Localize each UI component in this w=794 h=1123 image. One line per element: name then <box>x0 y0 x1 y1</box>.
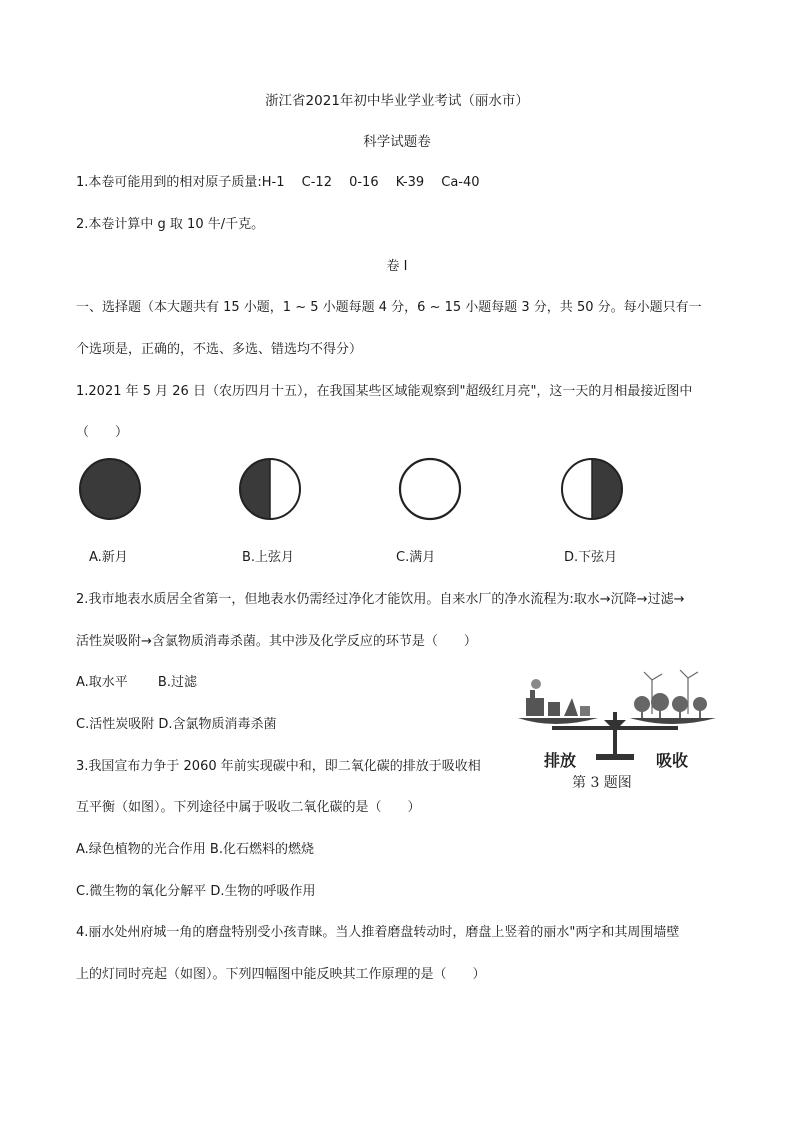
first-quarter-moon-icon <box>238 457 302 521</box>
q1-text: 1.2021 年 5 月 26 日（农历四月十五），在我国某些区域能观察到"超级红月亮"，这一天的月相最接近图中 <box>76 384 693 399</box>
section-instruction: 一、选择题（本大题共有 15 小题，1 ~ 5 小题每题 4 分，6 ~ 15 小题每题 3 分，共 50 分。每小题只有一 <box>76 300 702 315</box>
section-title: 卷 I <box>386 259 408 274</box>
q3-text-cont: 互平衡（如图）。下列途径中属于吸收二氧化碳的是（ ） <box>76 800 421 815</box>
q2-options-cd: C.活性炭吸附 D.含氯物质消毒杀菌 <box>76 717 277 732</box>
note-atomic-mass: 1.本卷可能用到的相对原子质量:H-1 C-12 0-16 K-39 Ca-40 <box>76 175 480 190</box>
q4-text-cont: 上的灯同时亮起（如图）。下列四幅图中能反映其工作原理的是（ ） <box>76 967 486 982</box>
carbon-balance-figure <box>512 668 718 792</box>
absorption-label: 吸收 <box>656 751 689 770</box>
full-moon-icon <box>398 457 462 521</box>
q1-answer-blank: （ ） <box>76 425 129 440</box>
q2-text-cont: 活性炭吸附→含氯物质消毒杀菌。其中涉及化学反应的环节是（ ） <box>76 634 477 649</box>
exam-title: 浙江省2021年初中毕业学业考试（丽水市） <box>265 93 529 109</box>
section-instruction-cont: 个选项是，正确的，不选、多选、错选均不得分） <box>76 342 363 357</box>
q3-options-cd: C.微生物的氧化分解平 D.生物的呼吸作用 <box>76 884 316 899</box>
q3-options-ab: A.绿色植物的光合作用 B.化石燃料的燃烧 <box>76 842 314 857</box>
q1-option-c: C.满月 <box>396 550 436 565</box>
last-quarter-moon-icon <box>560 457 624 521</box>
q1-option-d: D.下弦月 <box>564 550 618 565</box>
new-moon-icon <box>78 457 142 521</box>
q2-options-ab: A.取水平 B.过滤 <box>76 675 197 690</box>
q4-text: 4.丽水处州府城一角的磨盘特别受小孩青睐。当人推着磨盘转动时，磨盘上竖着的丽水"两字和其周围墙壁 <box>76 925 680 940</box>
q1-option-a: A.新月 <box>89 550 128 565</box>
emission-label: 排放 <box>544 751 577 770</box>
exam-subtitle: 科学试题卷 <box>363 134 431 150</box>
note-gravity: 2.本卷计算中 g 取 10 牛/千克。 <box>76 217 265 232</box>
figure-caption: 第 3 题图 <box>572 775 632 791</box>
q3-text: 3.我国宣布力争于 2060 年前实现碳中和，即二氧化碳的排放于吸收相 <box>76 759 481 774</box>
q2-text: 2.我市地表水质居全省第一，但地表水仍需经过净化才能饮用。自来水厂的净水流程为:取水→沉降→过滤→ <box>76 592 685 607</box>
q1-option-b: B.上弦月 <box>242 550 295 565</box>
